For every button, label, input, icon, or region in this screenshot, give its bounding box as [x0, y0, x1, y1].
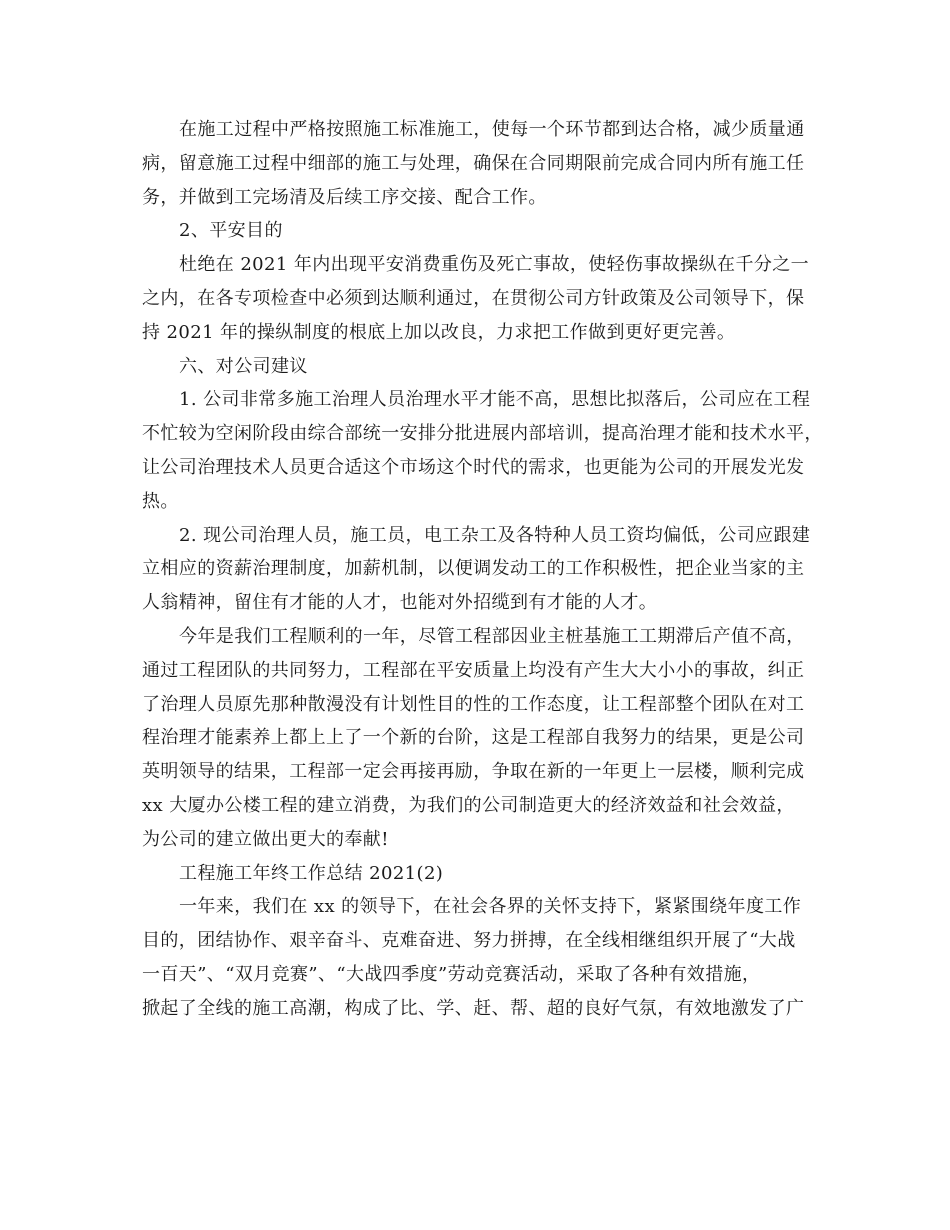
text-line: 立相应的资薪治理制度，加薪机制，以便调发动工的工作积极性，把企业当家的主 — [142, 558, 805, 580]
section-heading: 工程施工年终工作总结 2021(2) — [179, 862, 444, 884]
text-line: 杜绝在 2021 年内出现平安消费重伤及死亡事故，使轻伤事故操纵在千分之一 — [179, 254, 810, 276]
heading-safety-goal — [142, 214, 827, 248]
heading-company-suggestions — [142, 350, 827, 384]
text-line: 人翁精神，留住有才能的人才，也能对外招缆到有才能的人才。 — [142, 592, 658, 614]
text-line: 让公司治理技术人员更合适这个市场这个时代的需求，也更能为公司的开展发光发 — [142, 456, 805, 478]
document-body — [142, 113, 827, 1026]
text-line: 不忙较为空闲阶段由综合部统一安排分批进展内部培训，提高治理才能和技术水平， — [142, 423, 823, 445]
text-line: 热。 — [142, 490, 179, 512]
paragraph-year-summary — [142, 620, 827, 857]
paragraph-construction-standards — [142, 113, 827, 214]
section-heading: 2、平安目的 — [179, 220, 283, 242]
text-line: 了治理人员原先那种散漫没有计划性目的性的工作态度，让工程部整个团队在对工 — [142, 693, 805, 715]
text-line: 病，留意施工过程中细部的施工与处理，确保在合同期限前完成合同内所有施工任 — [142, 152, 805, 174]
paragraph-suggestion-1 — [142, 383, 827, 518]
text-line: 务，并做到工完场清及后续工序交接、配合工作。 — [142, 186, 547, 208]
text-line: 为公司的建立做出更大的奉献! — [142, 828, 389, 850]
text-line: 在施工过程中严格按照施工标准施工，使每一个环节都到达合格，减少质量通 — [179, 119, 805, 140]
text-line: 1. 公司非常多施工治理人员治理水平才能不高，思想比拟落后，公司应在工程 — [179, 389, 811, 411]
paragraph-suggestion-2 — [142, 519, 827, 620]
text-line: 程治理才能素养上都上上了一个新的台阶，这是工程部自我努力的结果，更是公司 — [142, 727, 805, 749]
text-line: xx 大厦办公楼工程的建立消费，为我们的公司制造更大的经济效益和社会效益， — [142, 794, 795, 816]
text-line: 持 2021 年的操纵制度的根底上加以改良，力求把工作做到更好更完善。 — [142, 321, 736, 343]
text-line: 之内，在各专项检查中必须到达顺利通过，在贯彻公司方针政策及公司领导下，保 — [142, 287, 805, 309]
text-line: 目的，团结协作、艰辛奋斗、克难奋进、努力拼搏，在全线相继组织开展了“大战 — [142, 930, 796, 952]
text-line: 一年来，我们在 xx 的领导下，在社会各界的关怀支持下，紧紧围绕年度工作 — [179, 896, 802, 918]
paragraph-safety-goal — [142, 248, 827, 349]
text-line: 2. 现公司治理人员，施工员，电工杂工及各特种人员工资均偏低，公司应跟建 — [179, 524, 811, 546]
heading-annual-summary-2 — [142, 857, 827, 891]
section-heading: 六、对公司建议 — [179, 355, 308, 377]
text-line: 掀起了全线的施工高潮，构成了比、学、赶、帮、超的良好气氛，有效地激发了广 — [142, 997, 805, 1019]
text-line: 今年是我们工程顺利的一年，尽管工程部因业主桩基施工工期滞后产值不高， — [179, 625, 805, 647]
text-line: 英明领导的结果，工程部一定会再接再励，争取在新的一年更上一层楼，顺利完成 — [142, 761, 805, 783]
text-line: 通过工程团队的共同努力，工程部在平安质量上均没有产生大大小小的事故，纠正 — [142, 659, 805, 681]
paragraph-year-review — [142, 890, 827, 1025]
text-line: 一百天”、“双月竞赛”、“大战四季度”劳动竞赛活动，采取了各种有效措施， — [142, 963, 761, 985]
